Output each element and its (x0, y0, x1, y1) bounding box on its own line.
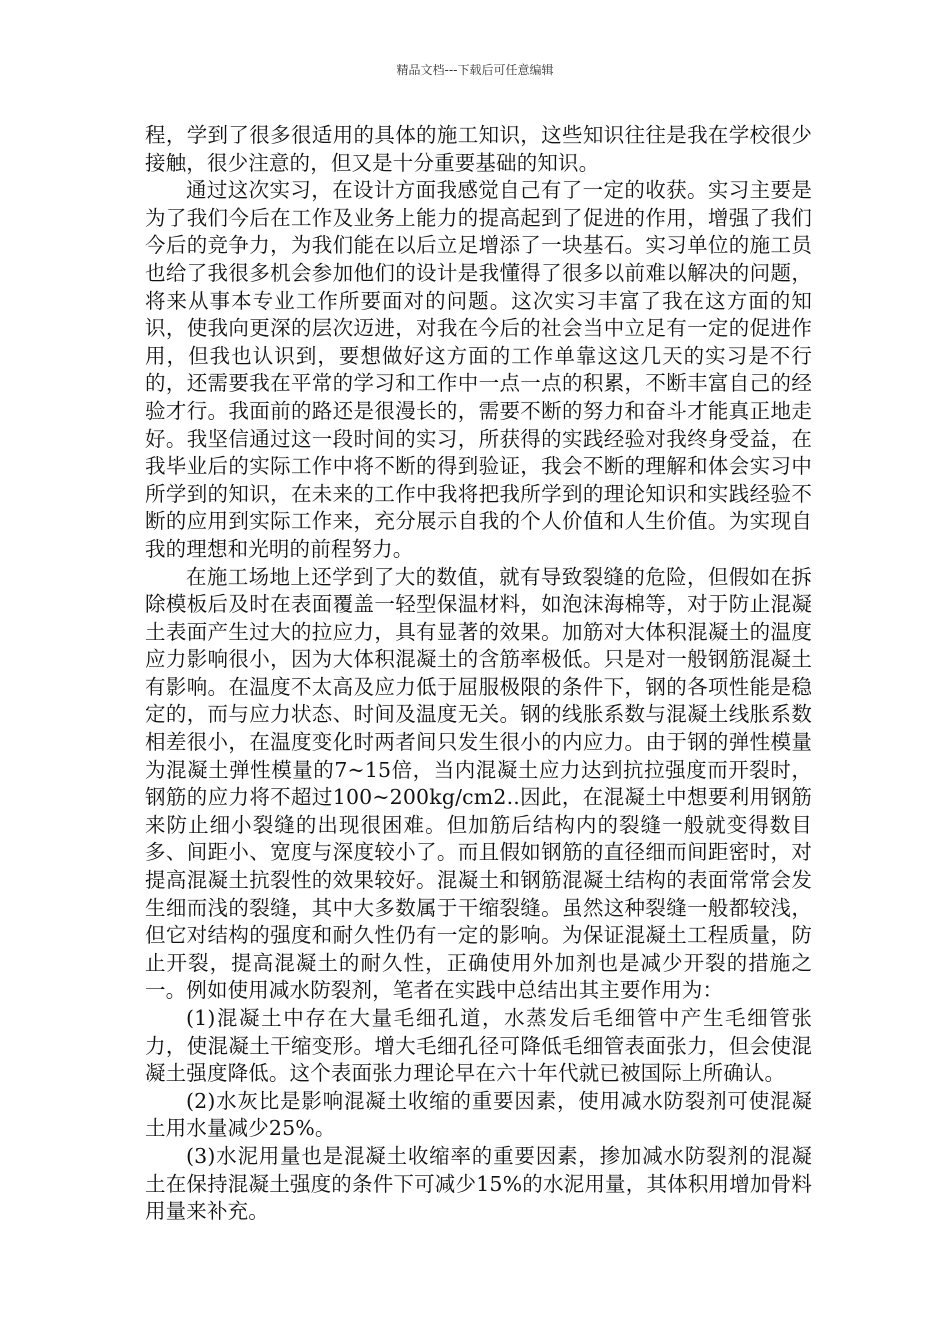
list-item-water-cement-ratio: (2)水灰比是影响混凝土收缩的重要因素，使用减水防裂剂可使混凝土用水量减少25%。 (145, 1088, 812, 1141)
list-item-capillary: (1)混凝土中存在大量毛细孔道，水蒸发后毛细管中产生毛细管张力，使混凝土干缩变形。增大毛细孔径可降低毛细管表面张力，但会使混凝土强度降低。这个表面张力理论早在六十年代就已被国际上所确认。 (145, 1006, 812, 1086)
paragraph-concrete-cracks: 在施工场地上还学到了大的数值，就有导致裂缝的危险，但假如在拆除模板后及时在表面覆盖一轻型保温材料，如泡沫海棉等，对于防止混凝土表面产生过大的拉应力，具有显著的效果。加筋对大体积混凝土的温度应力影响很小，因为大体积混凝土的含筋率极低。只是对一般钢筋混凝土有影响。在温度不太高及应力低于屈服极限的条件下，钢的各项性能是稳定的，而与应力状态、时间及温度无关。钢的线胀系数与混凝土线胀系数相差很小，在温度变化时两者间只发生很小的内应力。由于钢的弹性模量为混凝土弹性模量的7~15倍，当内混凝土应力达到抗拉强度而开裂时，钢筋的应力将不超过100~200kg/cm2..因此，在混凝土中想要利用钢筋来防止细小裂缝的出现很困难。但加筋后结构内的裂缝一般就变得数目多、间距小、宽度与深度较小了。而且假如钢筋的直径细而间距密时，对提高混凝土抗裂性的效果较好。混凝土和钢筋混凝土结构的表面常常会发生细而浅的裂缝，其中大多数属于干缩裂缝。虽然这种裂缝一般都较浅，但它对结构的强度和耐久性仍有一定的影响。为保证混凝土工程质量，防止开裂，提高混凝土的耐久性，正确使用外加剂也是减少开裂的措施之一。例如使用减水防裂剂，笔者在实践中总结出其主要作用为： (145, 564, 812, 1003)
list-item-cement-content: (3)水泥用量也是混凝土收缩率的重要因素，掺加减水防裂剂的混凝土在保持混凝土强度的条件下可减少15%的水泥用量，其体积用增加骨料用量来补充。 (145, 1143, 812, 1224)
paragraph-internship-summary: 通过这次实习，在设计方面我感觉自己有了一定的收获。实习主要是为了我们今后在工作及业务上能力的提高起到了促进的作用，增强了我们今后的竞争力，为我们能在以后立足增添了一块基石。实习单位的施工员也给了我很多机会参加他们的设计是我懂得了很多以前难以解决的问题，将来从事本专业工作所要面对的问题。这次实习丰富了我在这方面的知识，使我向更深的层次迈进，对我在今后的社会当中立足有一定的促进作用，但我也认识到，要想做好这方面的工作单靠这这几天的实习是不行的，还需要我在平常的学习和工作中一点一点的积累，不断丰富自己的经验才行。我面前的路还是很漫长的，需要不断的努力和奋斗才能真正地走好。我坚信通过这一段时间的实习，所获得的实践经验对我终身受益，在我毕业后的实际工作中将不断的得到验证，我会不断的理解和体会实习中所学到的知识，在未来的工作中我将把我所学到的理论知识和实践经验不断的应用到实际工作来，充分展示自我的个人价值和人生价值。为实现自我的理想和光明的前程努力。 (145, 178, 812, 561)
document-body (145, 122, 812, 1226)
page-header: 精品文档---下载后可任意编辑 (396, 63, 554, 77)
paragraph-continued: 程，学到了很多很适用的具体的施工知识，这些知识往往是我在学校很少接触，很少注意的，但又是十分重要基础的知识。 (145, 123, 812, 175)
